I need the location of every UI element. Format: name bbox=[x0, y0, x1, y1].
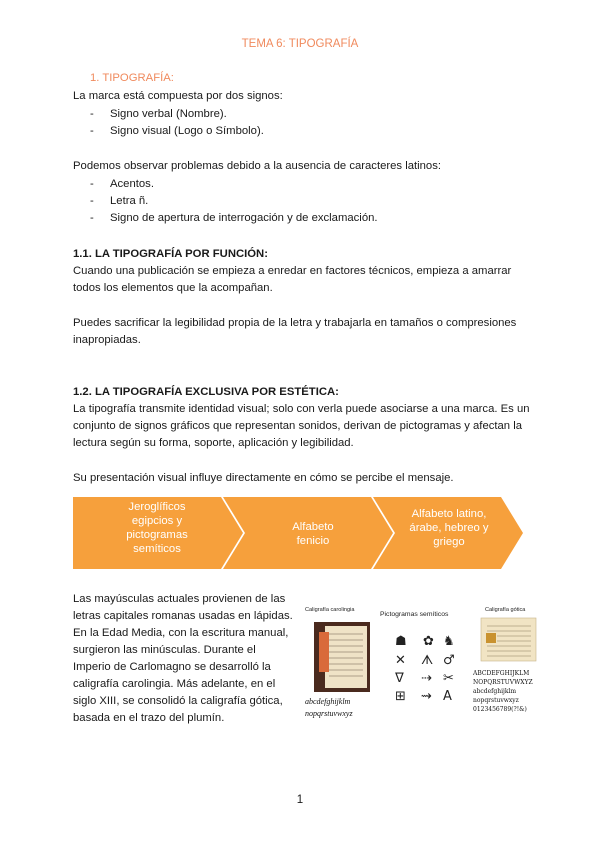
svg-text:ᐁ: ᐁ bbox=[395, 671, 404, 686]
process-step-3-label: árabe, hebreo y bbox=[409, 522, 489, 534]
carolingia-sample: abcdefghijklm bbox=[305, 697, 351, 706]
list-item: - Signo de apertura de interrogación y de exclamación. bbox=[90, 212, 378, 224]
page-title: TEMA 6: TIPOGRAFÍA bbox=[241, 38, 359, 50]
gotica-sample: NOPQRSTUVWXYZ bbox=[473, 679, 533, 686]
paragraph: todos los elementos que la acompañan. bbox=[73, 282, 273, 294]
paragraph: La tipografía transmite identidad visual; solo con verla puede asociarse a una marca. Es un bbox=[73, 403, 530, 415]
gotica-sample: nopqrstuvwxyz bbox=[473, 697, 519, 704]
svg-text:⊞: ⊞ bbox=[395, 689, 406, 704]
semiticos-label: Pictogramas semíticos bbox=[380, 611, 449, 618]
gotica-label: Caligrafía gótica bbox=[485, 607, 526, 613]
paragraph: surgieron las minúsculas. Durante el bbox=[73, 644, 256, 656]
svg-text:♂: ♂ bbox=[443, 653, 455, 668]
process-step-1-label: pictogramas bbox=[126, 529, 188, 541]
process-step-1-label: egipcios y bbox=[131, 515, 183, 527]
paragraph: letras capitales romanas usadas en lápidas. bbox=[73, 610, 293, 622]
svg-text:✿: ✿ bbox=[423, 634, 434, 649]
gotica-sample: abcdefghijklm bbox=[473, 688, 517, 695]
paragraph: La marca está compuesta por dos signos: bbox=[73, 90, 283, 102]
svg-text:♞: ♞ bbox=[443, 634, 455, 649]
svg-text:A: A bbox=[443, 689, 452, 704]
section-heading-tipografia: 1. TIPOGRAFÍA: bbox=[90, 72, 174, 84]
gotica-sample: ABCDEFGHIJKLM bbox=[473, 670, 530, 677]
paragraph: conjunto de signos gráficos que representan sonidos, derivan de pictogramas y afectan la bbox=[73, 420, 523, 432]
paragraph: Cuando una publicación se empieza a enredar en factores técnicos, empieza a amarrar bbox=[73, 265, 512, 277]
paragraph: Las mayúsculas actuales provienen de las bbox=[73, 593, 286, 605]
paragraph: caligrafía carolingia. Más adelante, en el bbox=[73, 678, 276, 690]
paragraph: inapropiadas. bbox=[73, 334, 141, 346]
paragraph: Su presentación visual influye directamente en cómo se percibe el mensaje. bbox=[73, 472, 454, 484]
svg-text:✂: ✂ bbox=[443, 671, 454, 686]
calligraphy-figures bbox=[305, 602, 550, 732]
svg-text:⇝: ⇝ bbox=[421, 689, 432, 704]
process-step-2-label: Alfabeto bbox=[292, 521, 334, 533]
paragraph: Podemos observar problemas debido a la ausencia de caracteres latinos: bbox=[73, 160, 441, 172]
process-step-1-label: semíticos bbox=[133, 543, 181, 555]
carolingia-sample: nopqrstuvwxyz bbox=[305, 709, 353, 718]
list-item: - Signo visual (Logo o Símbolo). bbox=[90, 125, 264, 137]
section-heading-funcion: 1.1. LA TIPOGRAFÍA POR FUNCIÓN: bbox=[73, 248, 268, 260]
list-item: - Letra ñ. bbox=[90, 195, 149, 207]
gotica-sample: 0123456789(?!&) bbox=[473, 706, 527, 713]
paragraph: En la Edad Media, con la escritura manual, bbox=[73, 627, 289, 639]
paragraph: Imperio de Carlomagno se desarrolló la bbox=[73, 661, 271, 673]
process-diagram bbox=[73, 493, 523, 573]
process-step-3-label: Alfabeto latino, bbox=[411, 508, 487, 520]
svg-text:⇢: ⇢ bbox=[421, 671, 432, 686]
svg-text:ᗑ: ᗑ bbox=[421, 653, 434, 668]
process-step-2 bbox=[223, 497, 393, 569]
carolingia-label: Caligrafía carolingia bbox=[305, 607, 355, 613]
paragraph: basada en el trazo del plumín. bbox=[73, 712, 225, 724]
process-step-2-label: fenicio bbox=[296, 535, 330, 547]
paragraph: Puedes sacrificar la legibilidad propia de la letra y trabajarla en tamaños o compresiones bbox=[73, 317, 517, 329]
process-step-3-label: griego bbox=[433, 536, 465, 548]
paragraph: siglo XIII, se consolidó la caligrafía gótica, bbox=[73, 695, 283, 707]
pictogram-grid bbox=[395, 634, 455, 704]
list-item: - Signo verbal (Nombre). bbox=[90, 108, 227, 120]
page-number: 1 bbox=[296, 794, 304, 806]
svg-text:✕: ✕ bbox=[395, 653, 406, 668]
svg-text:☗: ☗ bbox=[395, 634, 407, 649]
section-heading-estetica: 1.2. LA TIPOGRAFÍA EXCLUSIVA POR ESTÉTICA: bbox=[73, 386, 339, 398]
paragraph: lectura según su forma, soporte, aplicación y legibilidad. bbox=[73, 437, 354, 449]
list-item: - Acentos. bbox=[90, 178, 154, 190]
process-step-1-label: Jeroglíficos bbox=[128, 501, 186, 513]
